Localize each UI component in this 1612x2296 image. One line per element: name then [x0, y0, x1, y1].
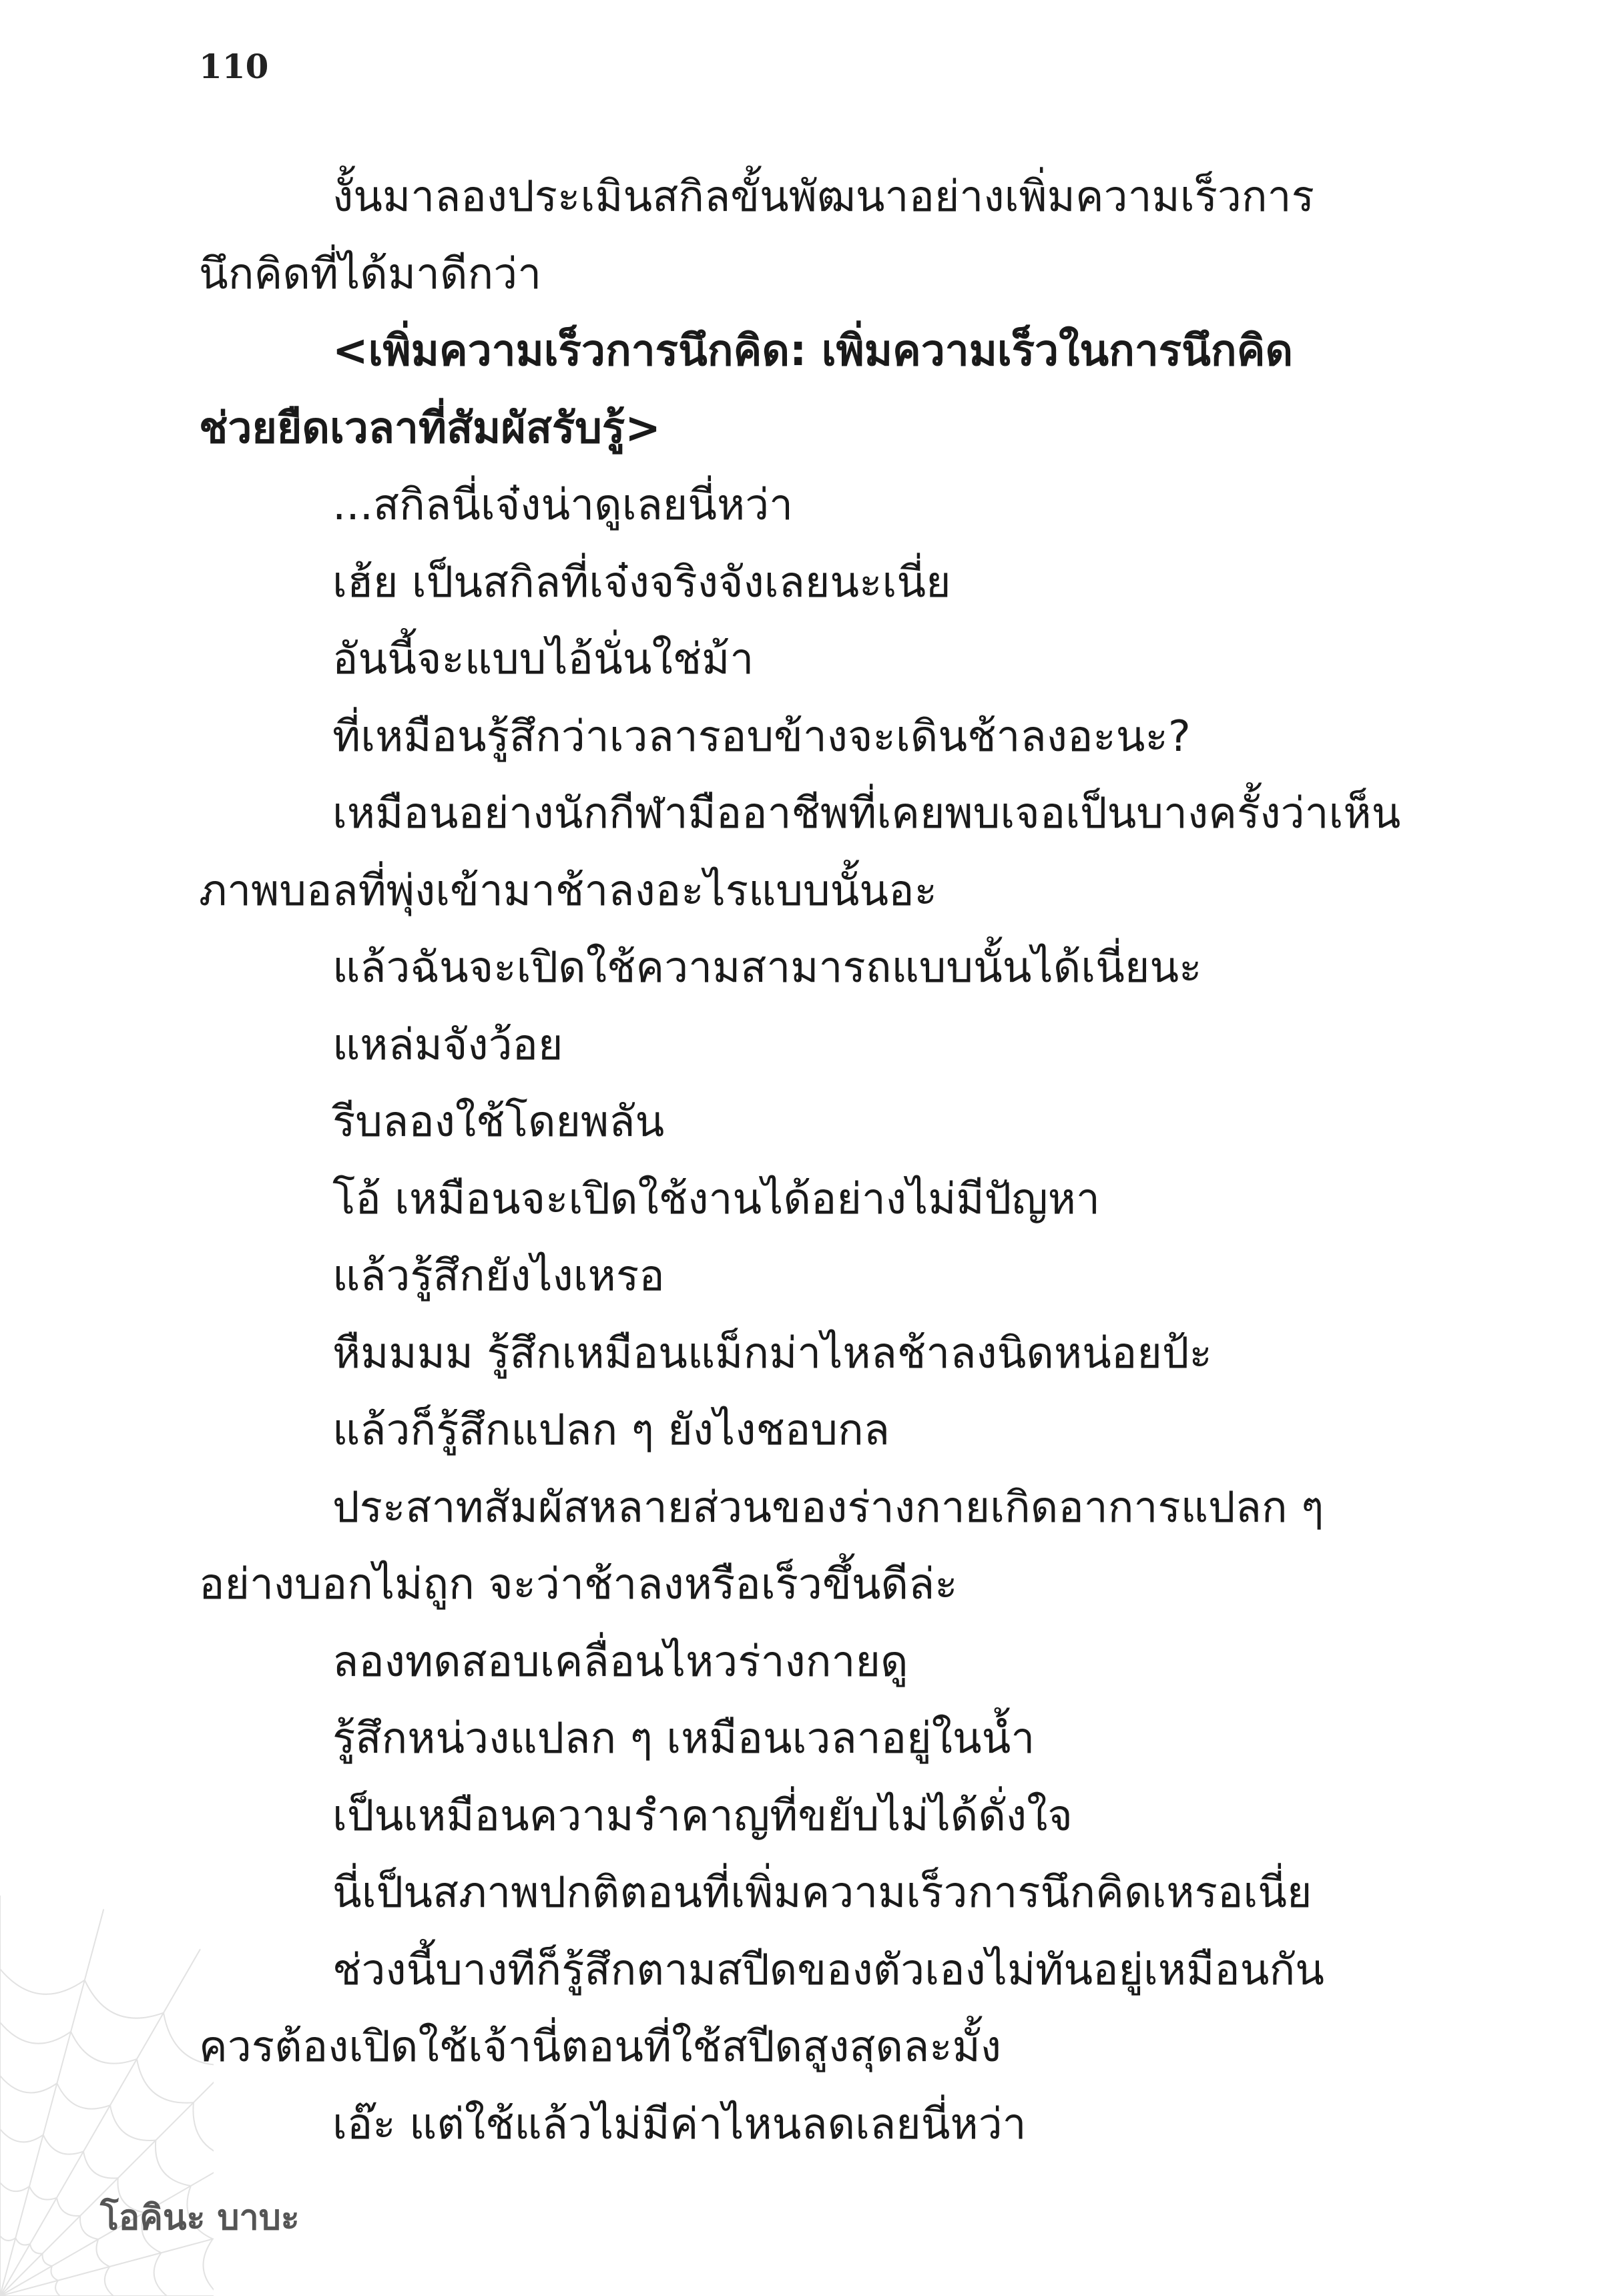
text-line: หืมมมม รู้สึกเหมือนแม็กม่าไหลช้าลงนิดหน่อยป้ะ — [332, 1328, 1212, 1378]
text-line: แล้วก็รู้สึกแปลก ๆ ยังไงชอบกล — [332, 1406, 890, 1455]
text-line: ช่วยยืดเวลาที่สัมผัสรับรู้> — [199, 403, 661, 453]
text-line: แล้วฉันจะเปิดใช้ความสามารถแบบนั้นได้เนี่ยนะ — [332, 943, 1202, 992]
text-line: ควรต้องเปิดใช้เจ้านี่ตอนที่ใช้สปีดสูงสุดละมั้ง — [199, 2022, 1002, 2072]
page-number: 110 — [199, 47, 269, 86]
author-name: โอคินะ บาบะ — [100, 2198, 300, 2238]
text-line: แหล่มจังว้อย — [332, 1020, 563, 1070]
text-line: เหมือนอย่างนักกีฬามืออาชีพที่เคยพบเจอเป็นบางครั้งว่าเห็น — [332, 789, 1401, 838]
text-line: นึกคิดที่ได้มาดีกว่า — [199, 249, 542, 299]
body-text — [199, 159, 1414, 2163]
text-line: ประสาทสัมผัสหลายส่วนของร่างกายเกิดอาการแปลก ๆ — [332, 1482, 1324, 1532]
text-line: โอ้ เหมือนจะเปิดใช้งานได้อย่างไม่มีปัญหา — [332, 1174, 1100, 1224]
text-line: เฮ้ย เป็นสกิลที่เจ๋งจริงจังเลยนะเนี่ย — [332, 557, 951, 607]
text-line: เป็นเหมือนความรำคาญที่ขยับไม่ได้ดั่งใจ — [332, 1791, 1073, 1841]
text-line: ...สกิลนี่เจ๋งน่าดูเลยนี่หว่า — [332, 481, 794, 530]
text-line: นี่เป็นสภาพปกติตอนที่เพิ่มความเร็วการนึกคิดเหรอเนี่ย — [332, 1868, 1312, 1918]
text-line: อันนี้จะแบบไอ้นั่นใช่ม้า — [332, 635, 754, 684]
text-line: รู้สึกหน่วงแปลก ๆ เหมือนเวลาอยู่ในน้ำ — [332, 1714, 1035, 1763]
text-line: เอ๊ะ แต่ใช้แล้วไม่มีค่าไหนลดเลยนี่หว่า — [332, 2099, 1027, 2149]
text-line: <เพิ่มความเร็วการนึกคิด: เพิ่มความเร็วในการนึกคิด — [332, 326, 1293, 376]
text-line: ลองทดสอบเคลื่อนไหวร่างกายดู — [332, 1637, 908, 1687]
text-line: ที่เหมือนรู้สึกว่าเวลารอบข้างจะเดินช้าลงอะนะ? — [332, 711, 1191, 762]
text-line: แล้วรู้สึกยังไงเหรอ — [332, 1251, 665, 1301]
text-line: รีบลองใช้โดยพลัน — [332, 1097, 665, 1147]
text-line: ช่วงนี้บางทีก็รู้สึกตามสปีดของตัวเองไม่ทันอยู่เหมือนกัน — [332, 1945, 1324, 1995]
text-line: ภาพบอลที่พุ่งเข้ามาช้าลงอะไรแบบนั้นอะ — [199, 866, 937, 916]
text-line: อย่างบอกไม่ถูก จะว่าช้าลงหรือเร็วขึ้นดีล่ะ — [199, 1560, 958, 1609]
text-line: งั้นมาลองประเมินสกิลขั้นพัฒนาอย่างเพิ่มความเร็วการ — [332, 172, 1314, 222]
